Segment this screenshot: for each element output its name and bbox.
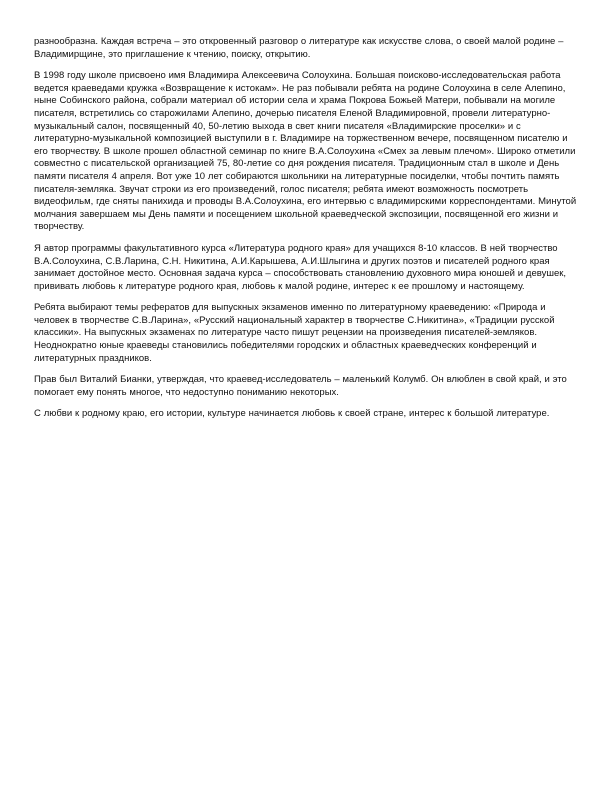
paragraph-continuation: разнообразна. Каждая встреча – это откровенный разговор о литературе как искусстве слова, о своей малой родине – Владимирщине, это приглашение к чтению, поиску, открытию. xyxy=(34,36,564,60)
paragraph-conclusion: С любви к родному краю, его истории, культуре начинается любовь к своей стране, интерес к большой литературе. xyxy=(34,408,550,420)
paragraph-essay-topics: Ребята выбирают темы рефератов для выпускных экзаменов именно по литературному краеведению: «Природа и человек в творчестве С.В.Ларина», «Русский национальный характер в творчестве С.Никитина», «Традиции русской классики». На выпускных экзаменах по литературе часто пишут рецензии на произведения писателей-земляков. Неоднократно юные краеведы становились победителями городских и областных краеведческих конференций и литературных праздников. xyxy=(34,302,555,364)
document-body xyxy=(34,36,582,421)
paragraph-elective-course: Я автор программы факультативного курса «Литература родного края» для учащихся 8-10 классов. В ней творчество В.А.Солоухина, С.В.Ларина, С.Н. Никитина, А.И.Карышева, А.И.Шлыгина и других поэтов и писателей родного края занимает достойное место. Основная задача курса – способствовать становлению духовного мира юношей и девушек, прививать любовь к литературе родного края, любовь к малой родине, интерес к ее прошлому и настоящему. xyxy=(34,242,567,292)
paragraph-bianki-quote: Прав был Виталий Бианки, утверждая, что краевед-исследователь – маленький Колумб. Он влюблен в свой край, и это помогает ему понять многое, что недоступно пониманию некоторых. xyxy=(34,374,567,398)
paragraph-school-name-history: В 1998 году школе присвоено имя Владимира Алексеевича Солоухина. Большая поисково-исследовательская работа ведется краеведами кружка «Возвращение к истокам». Не раз побывали ребята на родине Солоухина в селе Алепино, ныне Собинского района, собрали материал об истории села и храма Покрова Божьей Матери, побывали на могиле писателя, встретились со старожилами Алепино, дочерью писателя Еленой Владимировной, провели литературно-музыкальный салон, посвященный 40, 50-летию выхода в свет книги писателя «Владимирские проселки» и с литературно-музыкальной композицией выступили в г. Владимире на торжественном вечере, посвященном писателю и его творчеству. В школе прошел областной семинар по книге В.А.Солоухина «Смех за левым плечом». Широко отметили совместно с писательской организацией 75, 80-летие со дня рождения писателя. Традиционным стал в школе и День памяти писателя 4 апреля. Вот уже 10 лет собираются школьники на литературные посиделки, чтобы почтить память писателя-земляка. Звучат строки из его произведений, голос писателя; ребята имеют возможность посмотреть видеофильм, где сняты панихида и проводы В.А.Солоухина, его интервью с владимирскими корреспондентами. Минутой молчания завершаем мы День памяти и посещением школьной краеведческой экспозиции, посвященной его жизни и творчеству. xyxy=(34,70,577,233)
